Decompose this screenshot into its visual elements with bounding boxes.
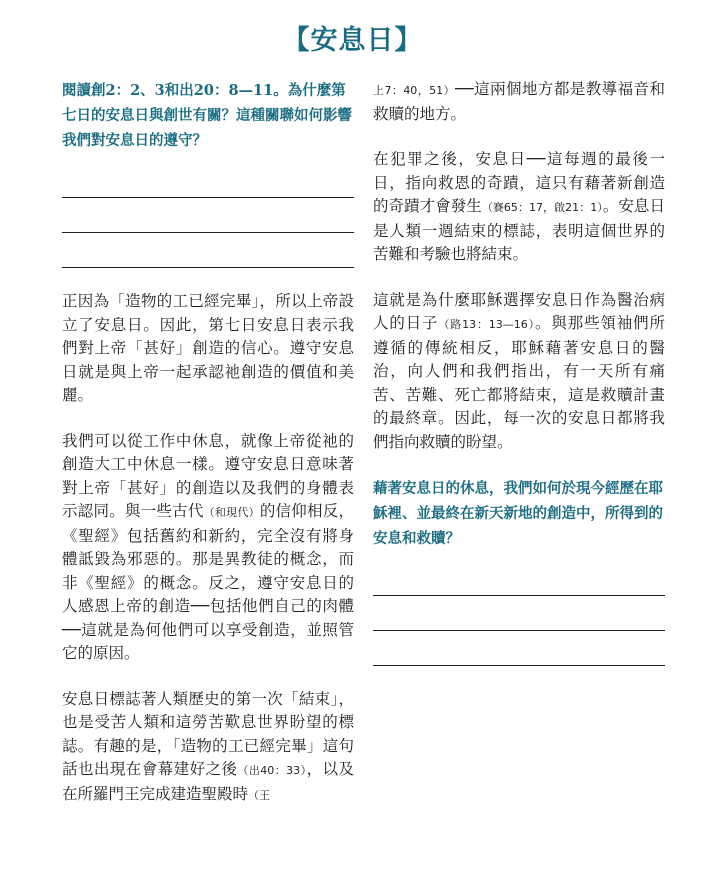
discussion-question: 閱讀創2：2、3和出20：8—11。為什麼第七日的安息日與創世有關？這種關聯如何影響我們對安息日的遵守？ [62, 82, 352, 149]
answer-line[interactable] [62, 163, 354, 198]
left-column [62, 78, 354, 807]
paragraph: 我們可以從工作中休息，就像上帝從祂的創造大工中休息一樣。遵守安息日意味著對上帝「甚好」的創造以及我們的身體表示認同。與一些古代（和現代）的信仰相反，《聖經》包括舊約和新約，完全沒有將身體詆毀為邪惡的。那是異教徒的概念，而非《聖經》的概念。反之，遵守安息日的人感恩上帝的創造──包括他們自己的肉體──這就是為何他們可以享受創造，並照管它的原因。 [62, 431, 354, 662]
answer-line[interactable] [373, 631, 665, 666]
scripture-reference: 上7：40，51） [373, 84, 456, 97]
page-title: 【安息日】 [282, 25, 423, 56]
answer-line[interactable] [373, 561, 665, 596]
answer-lines [62, 163, 354, 268]
answer-lines [373, 561, 665, 666]
answer-line[interactable] [62, 198, 354, 233]
scripture-reference: （賽65：17，啟21：1） [481, 201, 603, 214]
scripture-reference: （路13：13—16） [438, 318, 536, 331]
answer-line[interactable] [373, 596, 665, 631]
parenthetical-note: （和現代） [203, 506, 260, 519]
discussion-question: 藉著安息日的休息，我們如何於現今經歷在耶穌裡、並最終在新天新地的創造中，所得到的安息和救贖？ [373, 480, 663, 547]
paragraph: 在犯罪之後，安息日──這每週的最後一日，指向救恩的奇蹟，這只有藉著新創造的奇蹟才會發生（賽65：17，啟21：1）。安息日是人類一週結束的標誌，表明這個世界的苦難和考驗也將結束。 [373, 150, 665, 263]
paragraph: 正因為「造物的工已經完畢」，所以上帝設立了安息日。因此，第七日安息日表示我們對上帝「甚好」創造的信心。遵守安息日就是與上帝一起承認祂創造的價值和美麗。 [62, 292, 354, 404]
scripture-reference: （出40：33） [237, 764, 307, 777]
paragraph: 安息日標誌著人類歷史的第一次「結束」，也是受苦人類和這勞苦歎息世界盼望的標誌。有趣的是，「造物的工已經完畢」這句話也出現在會幕建好之後（出40：33），以及在所羅門王完成建造聖殿時（王 [62, 689, 354, 803]
paragraph: 這就是為什麼耶穌選擇安息日作為醫治病人的日子（路13：13—16）。與那些領袖們所遵循的傳統相反，耶穌藉著安息日的醫治，向人們和我們指出，有一天所有痛苦、苦難、死亡都將結束，這是救贖計畫的最終章。因此，每一次的安息日都將我們指向救贖的盼望。 [373, 290, 665, 451]
answer-line[interactable] [62, 233, 354, 268]
scripture-reference: （王 [248, 788, 271, 802]
right-column [373, 78, 665, 666]
paragraph: 上7：40，51）──這兩個地方都是教導福音和救贖的地方。 [373, 80, 665, 123]
